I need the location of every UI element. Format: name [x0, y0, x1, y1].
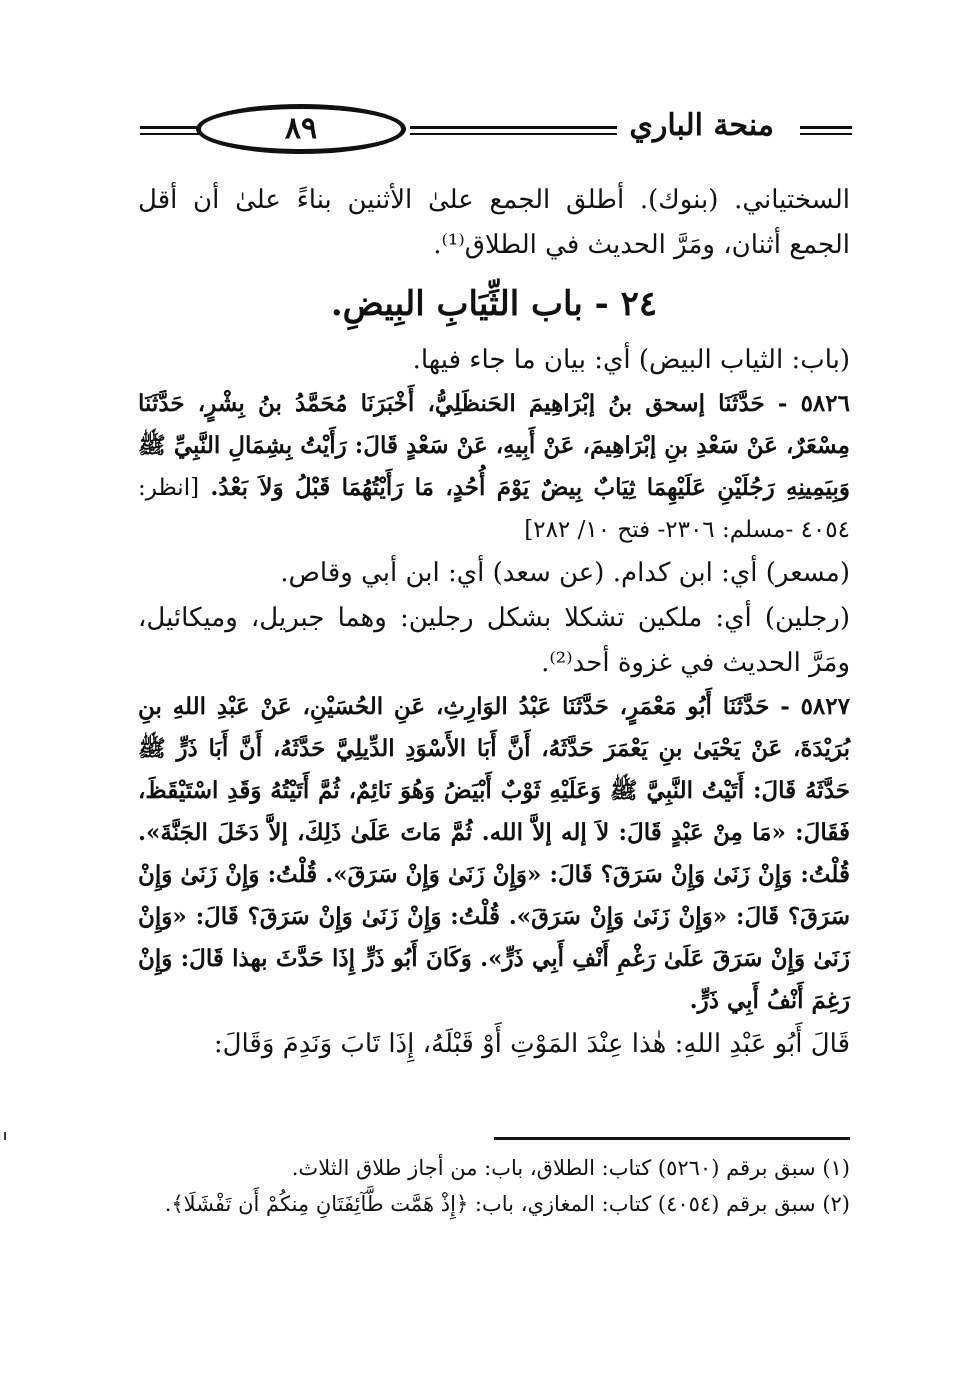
hadith-5827-tail: قَالَ أَبُو عَبْدِ اللهِ: هٰذا عِنْدَ المَوْتِ أَوْ قَبْلَهُ، إِذَا تَابَ وَنَدِمَ وَقَالَ: [213, 1029, 850, 1059]
paragraph-4: (رجلين) أي: ملكين تشكلا بشكل رجلين: وهما جبريل، وميكائيل، ومَرَّ الحديث في غزوة أحد⁽²⁾. [138, 603, 850, 678]
hadith-5826-reference: [انظر: ٤٠٥٤ -مسلم: ٢٣٠٦- فتح ١٠/ ٢٨٢] [138, 475, 850, 543]
footnotes [138, 1150, 850, 1222]
page-header [140, 100, 850, 160]
hadith-5826 [138, 383, 850, 551]
page-number-frame [196, 104, 406, 154]
paragraph-2: (باب: الثياب البيض) أي: بيان ما جاء فيها. [412, 345, 850, 375]
hadith-5827: ٥٨٢٧ - حَدَّثَنَا أَبُو مَعْمَرٍ، حَدَّثَنَا عَبْدُ الوَارِثِ، عَنِ الحُسَيْنِ، عَنْ عَبْدِ اللهِ بنِ بُرَيْدَةَ، عَنْ يَحْيَىٰ بنِ يَعْمَرَ حَدَّثَهُ، أَنَّ أَبَا الأَسْوَدِ الدِّيلِيَّ حَدَّثَهُ، أَنَّ أَبَا ذَرٍّ ﷺ حَدَّثَهُ قَالَ: أَتَيْتُ النَّبِيَّ ﷺ وَعَلَيْهِ ثَوْبٌ أَبْيَضُ وَهُوَ نَائِمٌ، ثُمَّ أَتَيْتُهُ وَقَدِ اسْتَيْقَظَ، فَقَالَ: «مَا مِنْ عَبْدٍ قَالَ: لاَ إله إلاَّ الله. ثُمَّ مَاتَ عَلَىٰ ذَلِكَ، إلاَّ دَخَلَ الجَنَّةَ». قُلْتُ: وَإِنْ زَنَىٰ وَإِنْ سَرَقَ؟ قَالَ: «وَإِنْ زَنَىٰ وَإِنْ سَرَقَ». قُلْتُ: وَإِنْ زَنَىٰ وَإِنْ سَرَقَ؟ قَالَ: «وَإِنْ زَنَىٰ وَإِنْ سَرَقَ». قُلْتُ: وَإِنْ زَنَىٰ وَإِنْ سَرَقَ؟ قَالَ: «وَإِنْ زَنَىٰ وَإِنْ سَرَقَ عَلَىٰ رَغْمِ أَنْفِ أَبِي ذَرٍّ». وَكَانَ أَبُو ذَرٍّ إِذَا حَدَّثَ بهذا قَالَ: وَإِنْ رَغِمَ أَنْفُ أَبِي ذَرٍّ. [138, 693, 850, 1014]
chapter-heading: ٢٤ - باب الثِّيَابِ البِيضِ. [330, 284, 658, 324]
running-title: منحة الباري [617, 108, 786, 143]
header-rule-right [800, 126, 852, 135]
header-rule-left [140, 126, 200, 135]
margin-mark [4, 1132, 6, 1140]
paragraph-1: السختياني. (بنوك). أطلق الجمع علىٰ الأثنين بناءً علىٰ أن أقل الجمع أثنان، ومَرَّ الحديث في الطلاق⁽¹⁾. [138, 185, 850, 260]
paragraph-3: (مسعر) أي: ابن كدام. (عن سعد) أي: ابن أبي وقاص. [280, 558, 850, 588]
hadith-5826-text: ٥٨٢٦ - حَدَّثَنَا إسحق بنُ إبْرَاهِيمَ الحَنظَلِيُّ، أَخْبَرَنَا مُحَمَّدُ بنُ بِشْرٍ، حَدَّثَنَا مِسْعَرٌ، عَنْ سَعْدِ بنِ إبْرَاهِيمَ، عَنْ أَبِيهِ، عَنْ سَعْدٍ قَالَ: رَأَيْتُ بِشِمَالِ النَّبِيِّ ﷺ وَبِيَمِينِهِ رَجُلَيْنِ عَلَيْهِمَا ثِيَابٌ بِيضٌ يَوْمَ أُحُدٍ، مَا رَأَيْتُهُمَا قَبْلُ وَلاَ بَعْدُ. [138, 390, 850, 501]
footnote-2: (٢) سبق برقم (٤٠٥٤) كتاب: المغازي، باب: ﴿إِذْ هَمَّت طَّآئِفَتَانِ مِنكُمْ أَن تَفْشَلَا﴾. [164, 1192, 850, 1216]
main-text [138, 178, 850, 1067]
footnote-1: (١) سبق برقم (٥٢٦٠) كتاب: الطلاق، باب: من أجاز طلاق الثلاث. [291, 1156, 850, 1180]
page-number: ٨٩ [284, 111, 318, 146]
footnote-separator [494, 1137, 850, 1140]
